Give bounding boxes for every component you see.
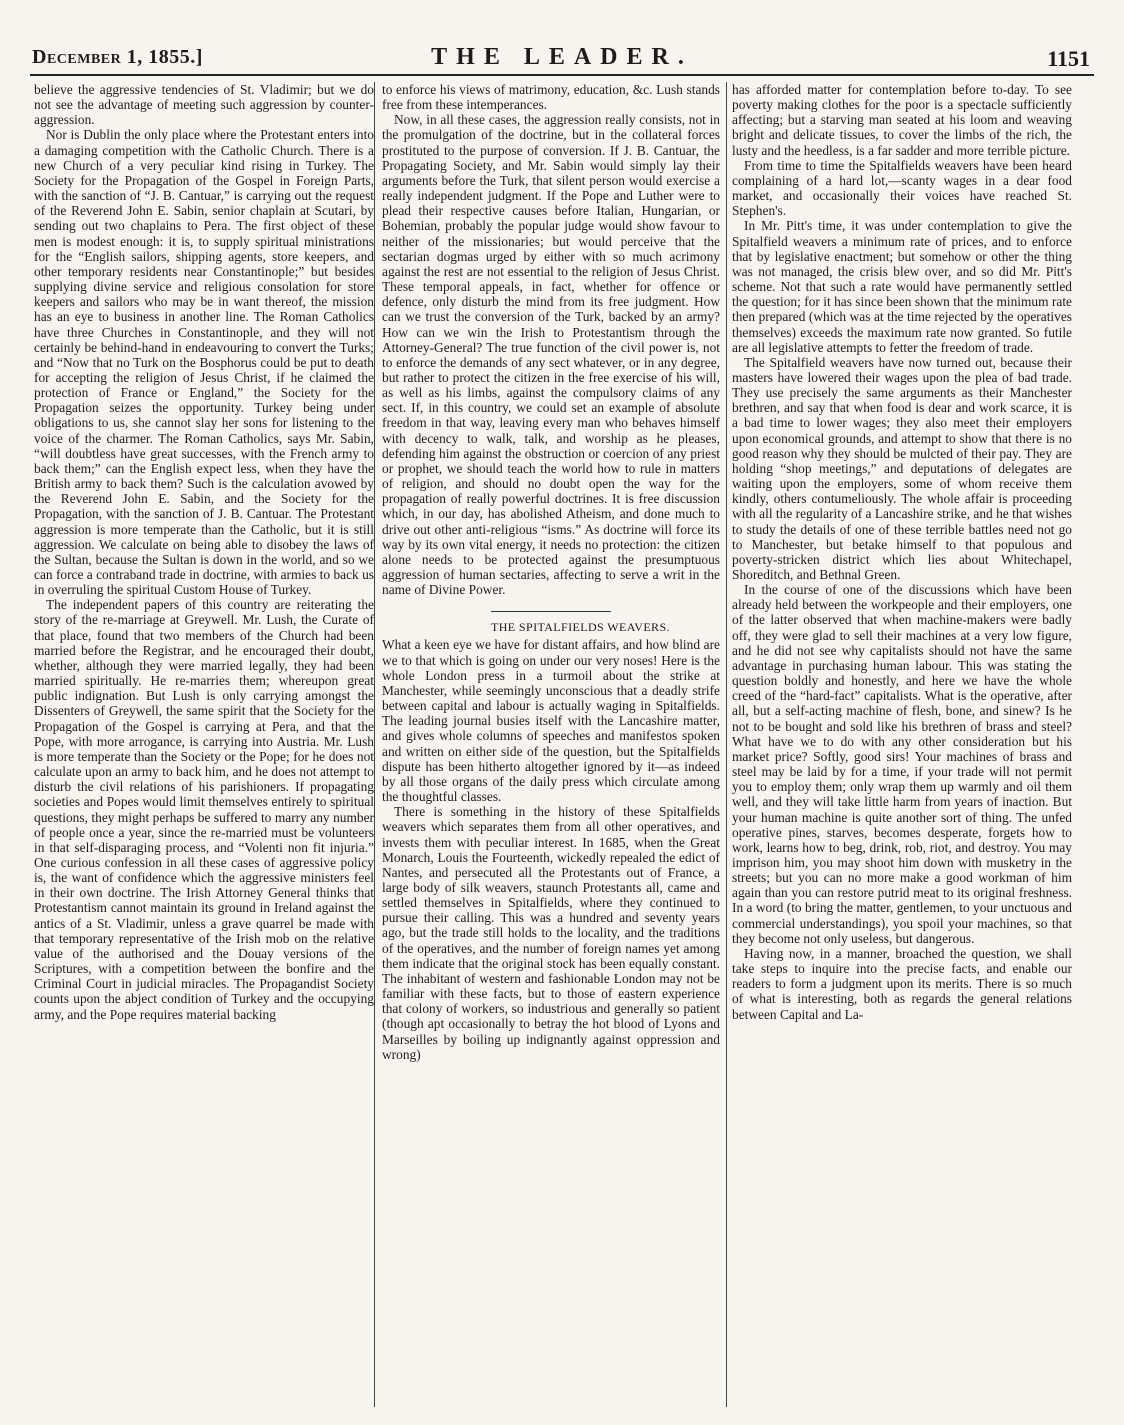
paragraph: There is something in the history of these Spitalfields weavers which separates them from all other operatives, and invests them with peculiar interest. In 1685, when the Great Monarch, Louis the Fourteenth, wickedly repealed the edict of Nantes, and persecuted all the Protestants out of France, a large body of silk weavers, staunch Protestants all, came and settled themselves in Spitalfields, where they continued to pursue their calling. This was a hundred and seventy years ago, but the trade still holds to the locality, and the traditions of the operatives, and the number of foreign names yet among them indicate that the original stock has been equally constant. The inhabitant of western and fashionable London may not be familiar with these facts, but to those of eastern experience that colony of workers, so industrious and generally so patient (though apt occasionally to betray the hot blood of Lyons and Marseilles by boiling up indignantly against oppression and wrong) bbox=[382, 804, 720, 1062]
page-number: 1151 bbox=[1047, 46, 1090, 71]
paragraph: has afforded matter for contemplation before to-day. To see poverty making clothes for the poor is a spectacle sufficiently affecting; but a starving man seated at his loom and weaving bright and delicate tissues, to cover the limbs of the rich, the lusty and the heedless, is a far sadder and more terrible picture. bbox=[732, 82, 1072, 158]
column-rule bbox=[726, 82, 727, 1407]
column-1 bbox=[34, 82, 374, 1407]
paragraph: In Mr. Pitt's time, it was under contemplation to give the Spitalfield weavers a minimum rate of prices, and to enforce that by legislative enactment; but somehow or other the thing was not managed, the crisis blew over, and so did Mr. Pitt's scheme. Not that such a rate would have permanently settled the question; for it has since been shown that the minimum rate then prepared (which was at the time rejected by the operatives themselves) exceeds the maximum rate now granted. So futile are all legislative attempts to fetter the freedom of trade. bbox=[732, 218, 1072, 355]
masthead-title: THE LEADER. bbox=[431, 44, 693, 70]
paragraph: believe the aggressive tendencies of St. Vladimir; but we do not see the advantage of meeting such aggression by counter-aggression. bbox=[34, 82, 374, 128]
paragraph: What a keen eye we have for distant affairs, and how blind are we to that which is going on under our very noses! Here is the whole London press in a turmoil about the strike at Manchester, while seemingly unconscious that a deadly strife between capital and labour is actually waging in Spitalfields. The leading journal busies itself with the Lancashire matter, and gives whole columns of speeches and manifestos spoken and written on either side of the question, but the Spitalfields dispute has been hitherto altogether ignored by it—as indeed by all those organs of the daily press which circulate among the thoughtful classes. bbox=[382, 637, 720, 805]
column-rule bbox=[374, 82, 375, 1407]
page-header bbox=[30, 44, 1094, 76]
paragraph: The independent papers of this country are reiterating the story of the re-marriage at Greywell. Mr. Lush, the Curate of that place, found that two members of the Church had been married before the Registrar, and he encouraged their doubt, whether, although they were married legally, they had been married spiritually. He re-marries them; whereupon great public indignation. But Lush is only carrying amongst the Dissenters of Greywell, the same spirit that the Society for the Propagation of the Gospel is carrying at Pera, and that the Pope, with more arrogance, is carrying into Austria. Mr. Lush is more temperate than the Society or the Pope; for he does not calculate upon an army to back him, and he does not attempt to disturb the civil relations of his parishioners. If propagating societies and Popes would limit themselves entirely to spiritual questions, they might perhaps be suffered to marry any number of people once a year, since the re-married must be volunteers in that self-disparaging process, and “Volenti non fit injuria.” One curious confession in all these cases of aggressive policy is, the want of confidence which the aggressive ministers feel in their own doctrine. The Irish Attorney General thinks that Protestantism cannot maintain its ground in Ireland against the antics of a St. Vladimir, unless a grave quarrel be made with that temporary representative of the Irish mob on the relative value of the authorised and the Douay versions of the Scriptures, with a competition between the bonfire and the Criminal Court in judicial miracles. The Propagandist Society counts upon the abject condition of Turkey and the occupying army, and the Pope requires material backing bbox=[34, 597, 374, 1022]
paragraph: Nor is Dublin the only place where the Protestant enters into a damaging competition with the Catholic Church. There is a new Church of a very peculiar kind rising in Turkey. The Society for the Propagation of the Gospel in Foreign Parts, with the sanction of “J. B. Cantuar,” is carrying out the request of the Reverend John E. Sabin, senior chaplain at Scutari, by sending out two chaplains to Pera. The first object of these men is modest enough: it is, to supply spiritual ministrations for the “English sailors, shipping agents, store keepers, and other temporary residents near Constantinople;” but besides supplying divine service and religious consolation for store keepers and sailors who may be in want thereof, the mission has an eye to business in another line. The Roman Catholics have three Churches in Constantinople, and they will not certainly be behind-hand in endeavouring to convert the Turks; and “Now that no Turk on the Bosphorus could be put to death for accepting the religion of Jesus Christ, if he claimed the protection of France or England,” the Society for the Propagation seizes the opportunity. Turkey being under obligations to us, she cannot slay her sons for listening to the voice of the charmer. The Roman Catholics, says Mr. Sabin, “will doubtless have great successes, with the French army to back them;” can the English expect less, when they have the British army to back them? Such is the calculation avowed by the Reverend John E. Sabin, and the Society for the Propagation, with the sanction of J. B. Cantuar. The Protestant aggression is more temperate than the Catholic, but it is still aggression. We calculate on being able to disobey the laws of the Sultan, because the Sultan is down in the world, and so we can force a contraband trade in doctrine, with armies to back us in overruling the spiritual Custom House of Turkey. bbox=[34, 127, 374, 598]
paragraph: From time to time the Spitalfields weavers have been heard complaining of a hard lot,—scanty wages in a dear food market, and occasionally their voices have reached St. Stephen's. bbox=[732, 157, 1072, 219]
paragraph: Having now, in a manner, broached the question, we shall take steps to inquire into the precise facts, and enable our readers to form a judgment upon its merits. There is so much of what is interesting, both as regards the general relations between Capital and La- bbox=[732, 945, 1072, 1022]
section-title: THE SPITALFIELDS WEAVERS. bbox=[491, 611, 611, 635]
issue-date: December 1, 1855.] bbox=[32, 46, 203, 68]
column-2 bbox=[382, 82, 720, 1407]
paragraph: The Spitalfield weavers have now turned out, because their masters have lowered their wages upon the plea of bad trade. They use precisely the same arguments as their Manchester brethren, and say that when food is dear and work scarce, it is a bad time to lower wages; they also meet their employers upon economical grounds, and attempt to show that there is no good reason why they should be mulcted of their pay. They are holding “shop meetings,” and deputations of delegates are waiting upon the employers, some of whom receive them kindly, others contumeliously. The whole affair is proceeding with all the regularity of a Lancashire strike, and he that wishes to study the details of one of these terrible battles need not go to Manchester, but betake himself to that populous and poverty-stricken district which lies about Whitechapel, Shoreditch, and Bethnal Green. bbox=[732, 354, 1072, 582]
paragraph: In the course of one of the discussions which have been already held between the workpeople and their employers, one of the latter observed that when machine-makers were badly off, they were glad to sell their machines at a very low figure, and he did not see why capitalists should not have the same advantage in purchasing human labour. This was stating the question boldly and honestly, and here we have the whole creed of the “hard-fact” capitalists. What is the operative, after all, but a self-acting machine of flesh, bone, and sinew? Is he not to be bought and sold like his brethren of brass and steel? What have we to do with any other consideration but his market price? Softly, good sirs! Your machines of brass and steel may be laid by for a time, if your trade will not permit you to employ them; only wrap them up warmly and oil them well, and they will take little harm from years of inaction. But your human machine is quite another sort of thing. The unfed operative pines, starves, becomes desperate, forgets how to work, learns how to beg, drink, rob, riot, and destroy. You may imprison him, you may shoot him down with musketry in the streets; but you can no more make a good workman of him again than you can restore putrid meat to its original freshness. In a word (to bring the matter, gentlemen, to your unctuous and commercial understandings), you spoil your machines, so that they become not only useless, but dangerous. bbox=[732, 582, 1072, 946]
paragraph: Now, in all these cases, the aggression really consists, not in the promulgation of the doctrine, but in the collateral forces prostituted to the purpose of conversion. If J. B. Cantuar, the Propagating Society, and Mr. Sabin would simply lay their arguments before the Turk, that silent person would exercise a really independent judgment. If the Pope and Luther were to plead their respective causes before Italian, Hungarian, or Bohemian, probably the popular judge would show favour to neither of the missionaries; but would perceive that the sectarian dogmas urged by either with so much acrimony against the rest are not essential to the religion of Jesus Christ. These temporal appeals, in fact, whether for offence or defence, only disturb the mind from its free judgment. How can we trust the conversion of the Turk, backed by an army? How can we win the Irish to Protestantism through the Attorney-General? The true function of the civil power is, not to enforce the demands of any sect whatever, or in any degree, but rather to protect the citizen in the free exercise of his will, as well as his limbs, against the compulsory claims of any sect. If, in this country, we could set an example of absolute freedom in that way, leaving every man who behaves himself with decency to walk, talk, and worship as he pleases, defending him against the obstruction or coercion of any priest or prophet, we should teach the world how to rule in matters of religion, and should no doubt open the way for the propagation of really powerful doctrines. It is free discussion which, in our day, has abolished Atheism, and done much to drive out other anti-religious “isms.” As doctrine will force its way by its own vital energy, it needs no protection: the citizen alone needs to be protected against the presumptuous aggression of human sectaries, affecting to serve a writ in the name of Divine Power. bbox=[382, 112, 720, 598]
column-3 bbox=[732, 82, 1072, 1407]
paragraph: to enforce his views of matrimony, education, &c. Lush stands free from these intemperances. bbox=[382, 82, 720, 113]
